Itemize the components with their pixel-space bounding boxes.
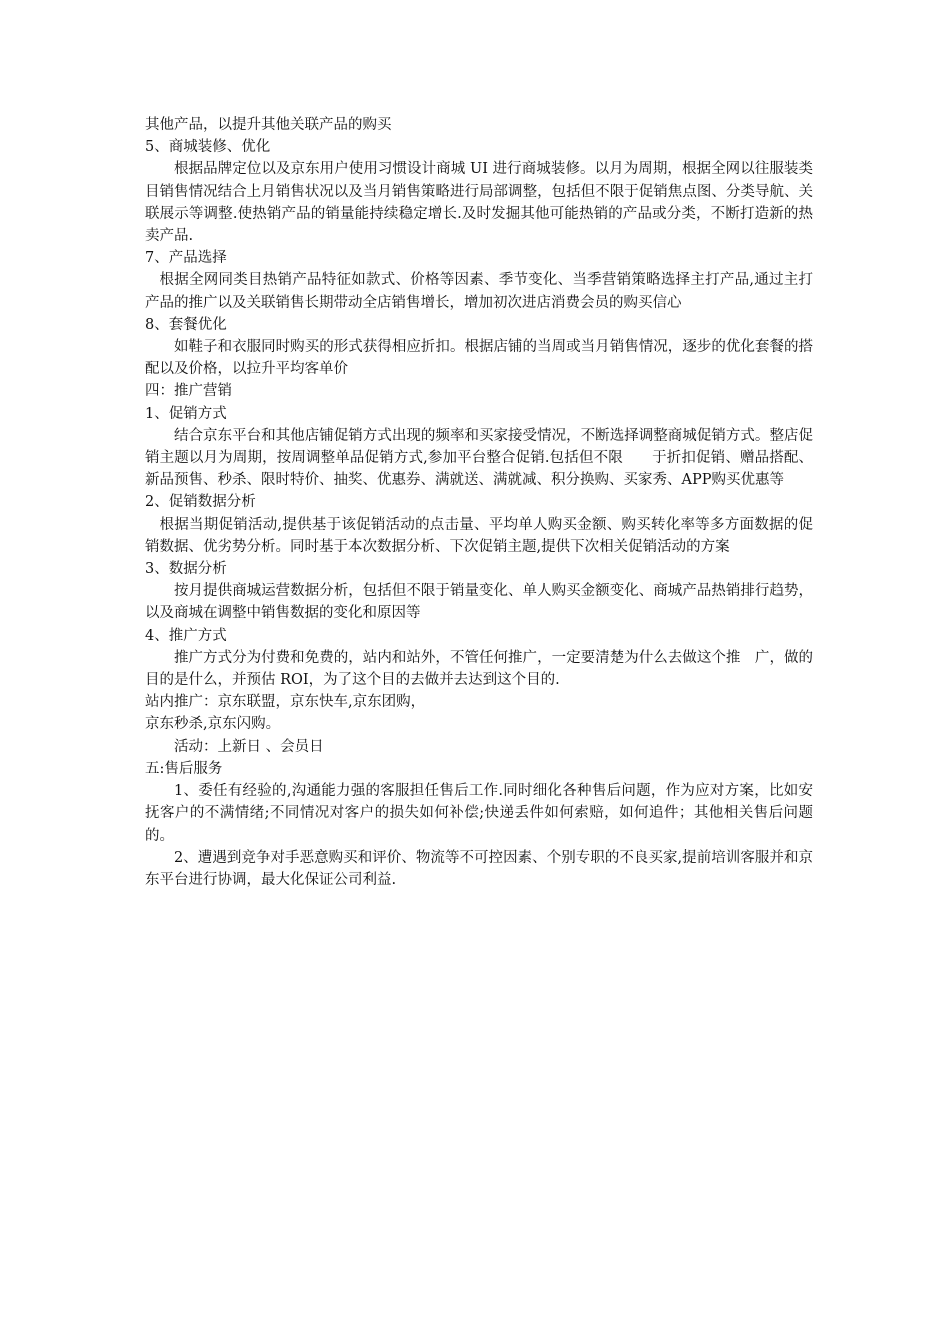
section-heading-package-optimization: 8、套餐优化 (145, 316, 227, 333)
chapter-heading-promotion: 四：推广营销 (145, 383, 232, 400)
section-heading-data-analysis: 3、数据分析 (145, 561, 227, 578)
document-body (145, 114, 813, 891)
section-heading-product-selection: 7、产品选择 (145, 250, 227, 267)
paragraph-promotion-methods: 结合京东平台和其他店铺促销方式出现的频率和买家接受情况，不断选择调整商城促销方式。整店促销主题以月为周期，按周调整单品促销方式,参加平台整合促销.包括但不限 于折扣促销、赠品搭配、新品预售、秒杀、限时特价、抽奖、优惠券、满就送、满就减、积分换购、买家秀、APP购买优惠等 (145, 427, 813, 489)
paragraph-continuation: 其他产品，以提升其他关联产品的购买 (145, 117, 392, 133)
paragraph-marketing-channels: 推广方式分为付费和免费的，站内和站外，不管任何推广，一定要清楚为什么去做这个推 广，做的目的是什么，并预估 ROI，为了这个目的去做并去达到这个目的. (145, 649, 813, 689)
paragraph-package-optimization: 如鞋子和衣服同时购买的形式获得相应折扣。根据店铺的当周或当月销售情况，逐步的优化套餐的搭配以及价格，以拉升平均客单价 (145, 339, 813, 378)
paragraph-data-analysis: 按月提供商城运营数据分析，包括但不限于销量变化、单人购买金额变化、商城产品热销排行趋势，以及商城在调整中销售数据的变化和原因等 (145, 583, 813, 622)
paragraph-onsite-promotion-cont: 京东秒杀,京东闪购。 (145, 716, 281, 733)
chapter-heading-after-sales: 五:售后服务 (145, 760, 223, 777)
paragraph-product-selection: 根据全网同类目热销产品特征如款式、价格等因素、季节变化、当季营销策略选择主打产品,通过主打产品的推广以及关联销售长期带动全店销售增长，增加初次进店消费会员的购买信心 (145, 272, 813, 311)
paragraph-mall-decoration: 根据品牌定位以及京东用户使用习惯设计商城 UI 进行商城装修。以月为周期，根据全网以往服装类目销售情况结合上月销售状况以及当月销售策略进行局部调整，包括但不限于促销焦点图、分类导航、关联展示等调整.使热销产品的销量能持续稳定增长.及时发掘其他可能热销的产品或分类，不断打造新的热卖产品. (145, 161, 813, 245)
section-heading-promotion-methods: 1、促销方式 (145, 405, 227, 422)
section-heading-promotion-data: 2、促销数据分析 (145, 494, 256, 511)
paragraph-after-sales-2: 2、遭遇到竞争对手恶意购买和评价、物流等不可控因素、个别专职的不良买家,提前培训客服并和京东平台进行协调，最大化保证公司利益. (145, 849, 813, 888)
paragraph-promotion-data: 根据当期促销活动,提供基于该促销活动的点击量、平均单人购买金额、购买转化率等多方面数据的促销数据、优劣势分析。同时基于本次数据分析、下次促销主题,提供下次相关促销活动的方案 (145, 516, 813, 555)
paragraph-activities: 活动：上新日 、会员日 (174, 738, 324, 755)
section-heading-marketing-channels: 4、推广方式 (145, 627, 227, 644)
paragraph-onsite-promotion: 站内推广：京东联盟，京东快车,京东团购， (145, 694, 426, 711)
section-heading-mall-decoration: 5、商城装修、优化 (145, 139, 271, 156)
paragraph-after-sales-1: 1、委任有经验的,沟通能力强的客服担任售后工作.同时细化各种售后问题，作为应对方案，比如安抚客户的不满情绪;不同情况对客户的损失如何补偿;快递丢件如何索赔，如何追件；其他相关售后问题的。 (145, 783, 813, 844)
